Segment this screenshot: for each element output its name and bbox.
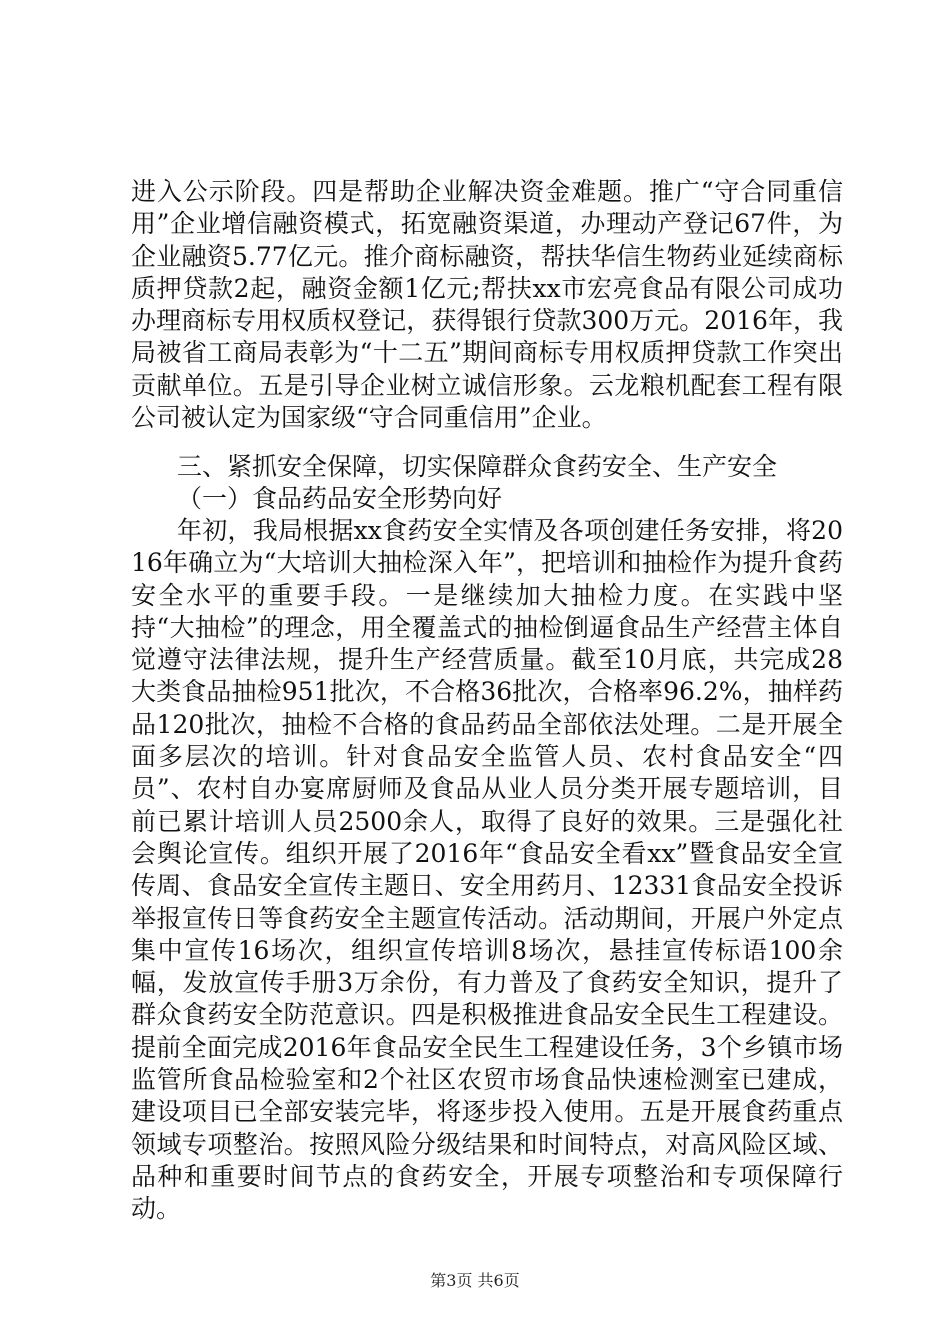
section-heading-safety: 三、紧抓安全保障，切实保障群众食药安全、生产安全 <box>177 452 778 481</box>
page-number-indicator: 第3页 共6页 <box>430 1271 520 1290</box>
paragraph-food-safety: 年初，我局根据xx食药安全实情及各项创建任务安排，将2016年确立为“大培训大抽检深入年”，把培训和抽检作为提升食药安全水平的重要手段。一是继续加大抽检力度。在实践中坚持“大抽检”的理念，用全覆盖式的抽检倒逼食品生产经营主体自觉遵守法律法规，提升生产经营质量。截至10月底，共完成28大类食品抽检951批次，不合格36批次，合格率96.2%，抽样药品120批次，抽检不合格的食品药品全部依法处理。二是开展全面多层次的培训。针对食品安全监管人员、农村食品安全“四员”、农村自办宴席厨师及食品从业人员分类开展专题培训，目前已累计培训人员2500余人，取得了良好的效果。三是强化社会舆论宣传。组织开展了2016年“食品安全看xx”暨食品安全宣传周、食品安全宣传主题日、安全用药月、12331食品安全投诉举报宣传日等食药安全主题宣传活动。活动期间，开展户外定点集中宣传16场次，组织宣传培训8场次，悬挂宣传标语100余幅，发放宣传手册3万余份，有力普及了食药安全知识，提升了群众食药安全防范意识。四是积极推进食品安全民生工程建设。提前全面完成2016年食品安全民生工程建设任务，3个乡镇市场监管所食品检验室和2个社区农贸市场食品快速检测室已建成，建设项目已全部安装完毕，将逐步投入使用。五是开展食药重点领域专项整治。按照风险分级结果和时间特点，对高风险区域、品种和重要时间节点的食药安全，开展专项整治和专项保障行动。 <box>131 516 843 1224</box>
page-footer <box>0 1271 950 1291</box>
paragraph-financing-continuation: 进入公示阶段。四是帮助企业解决资金难题。推广“守合同重信用”企业增信融资模式，拓宽融资渠道，办理动产登记67件，为企业融资5.77亿元。推介商标融资，帮扶华信生物药业延续商标质押贷款2起，融资金额1亿元;帮扶xx市宏亮食品有限公司成功办理商标专用权质权登记，获得银行贷款300万元。2016年，我局被省工商局表彰为“十二五”期间商标专用权质押贷款工作突出贡献单位。五是引导企业树立诚信形象。云龙粮机配套工程有限公司被认定为国家级“守合同重信用”企业。 <box>131 177 843 433</box>
subsection-heading-food-drug: （一）食品药品安全形势向好 <box>177 484 503 513</box>
